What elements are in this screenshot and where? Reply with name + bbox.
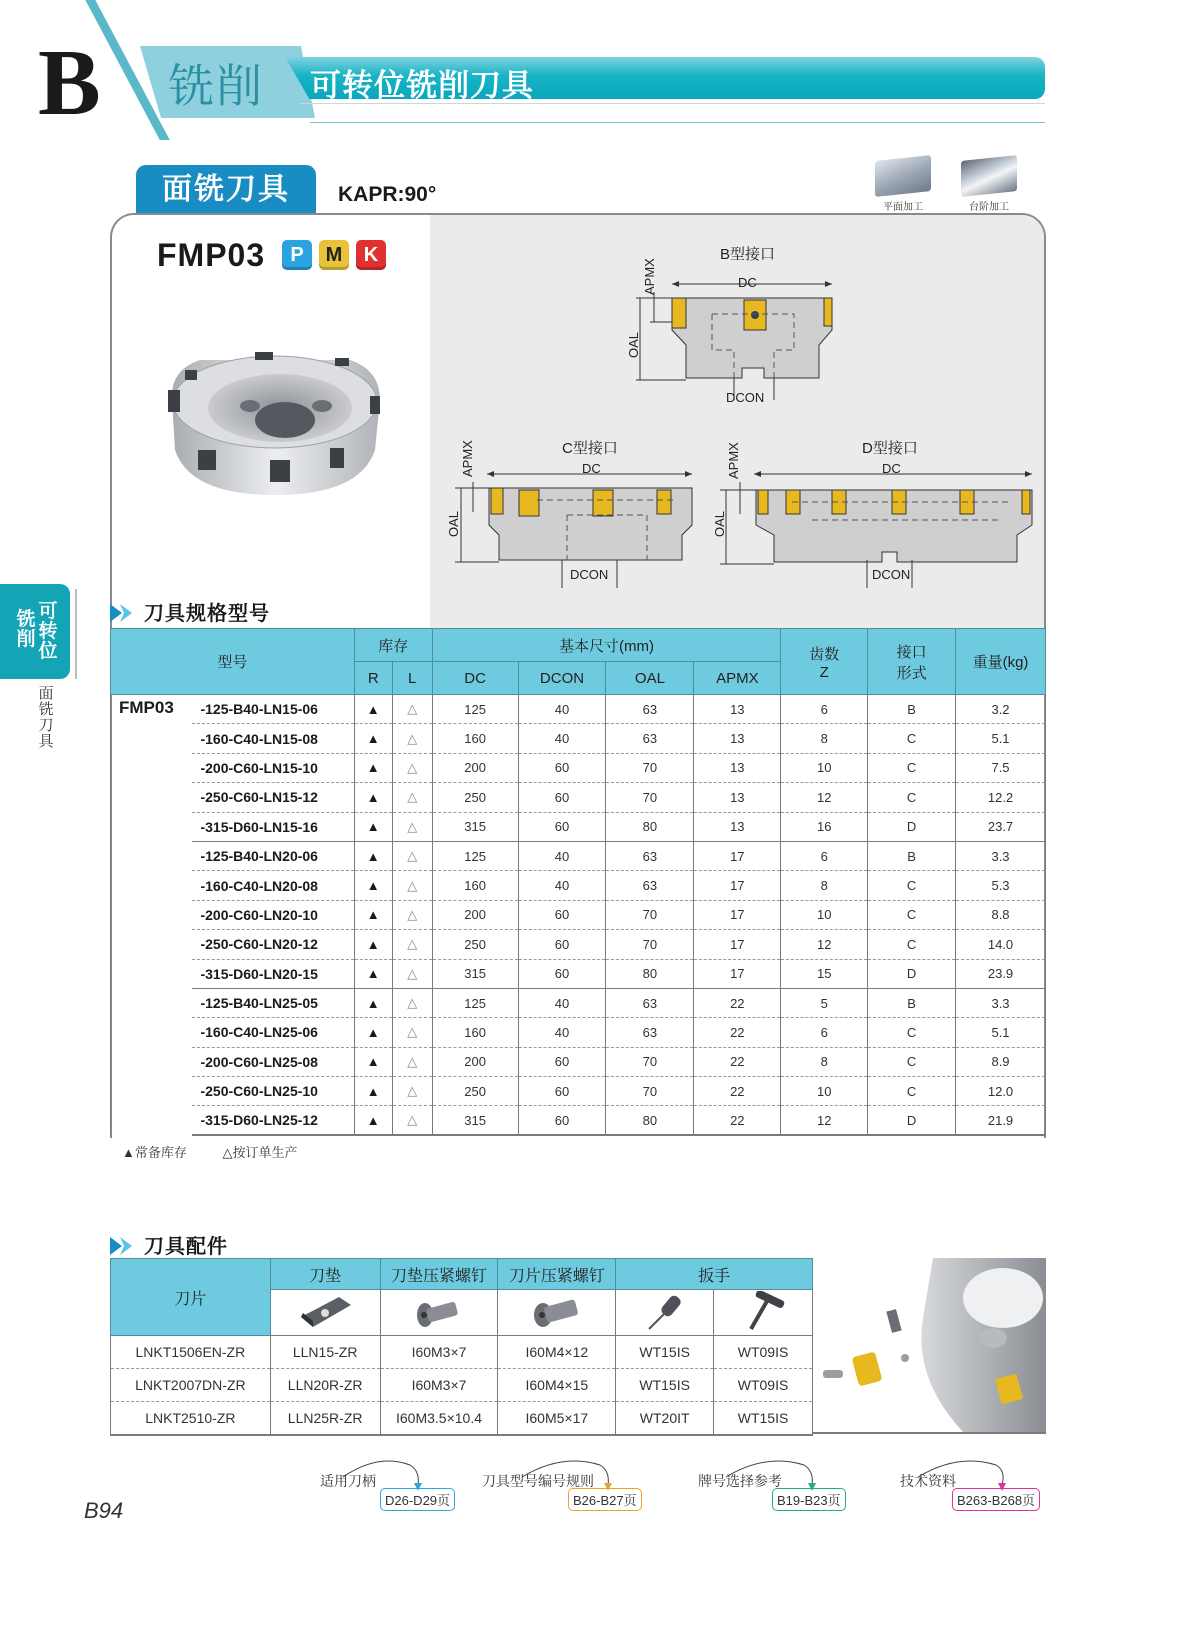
cell-weight: 7.5 [956, 753, 1046, 782]
interface-label-2: 形式 [896, 664, 927, 682]
cell-dcon: 60 [518, 1047, 606, 1076]
cell-teeth: 8 [781, 871, 868, 900]
cell-weight: 12.2 [956, 783, 1046, 812]
table-row [111, 1106, 1046, 1135]
stock-r-indicator: ▲ [354, 1077, 392, 1106]
cell-wrench-1: WT15IS [616, 1336, 714, 1369]
cell-dc: 200 [432, 1047, 518, 1076]
stock-r-indicator: ▲ [354, 871, 392, 900]
legend-order: △按订单生产 [222, 1145, 298, 1160]
cell-shim: LLN15-ZR [270, 1336, 380, 1369]
cell-oal: 80 [606, 959, 694, 988]
screw-icon [527, 1291, 587, 1331]
cell-interface: B [868, 841, 956, 870]
legend-stock: ▲常备库存 [122, 1145, 187, 1160]
cell-teeth: 10 [781, 900, 868, 929]
teeth-label: 齿数 [809, 645, 840, 663]
cell-dc: 250 [432, 783, 518, 812]
cell-shim-screw: I60M3×7 [380, 1336, 498, 1369]
material-badge-k: K [356, 240, 386, 270]
cell-oal: 80 [606, 812, 694, 841]
cell-dc: 160 [432, 1018, 518, 1047]
cell-dcon: 60 [518, 783, 606, 812]
screw-icon [409, 1291, 469, 1331]
cell-apmx: 17 [694, 900, 781, 929]
accessories-assembly-photo [813, 1258, 1046, 1434]
stock-r-indicator: ▲ [354, 900, 392, 929]
stock-r-indicator: ▲ [354, 1106, 392, 1135]
stock-l-indicator: △ [392, 900, 432, 929]
cell-weight: 23.7 [956, 812, 1046, 841]
cell-dcon: 60 [518, 753, 606, 782]
cell-teeth: 10 [781, 753, 868, 782]
model-code: -160-C40-LN25-06 [192, 1018, 354, 1047]
col-header-r: R [354, 662, 392, 695]
cell-interface: C [868, 1018, 956, 1047]
stock-l-indicator: △ [392, 783, 432, 812]
face-mill-photo [160, 330, 390, 500]
flat-block-icon [875, 155, 931, 197]
cell-insert: LNKT2007DN-ZR [111, 1369, 271, 1402]
model-code: -125-B40-LN20-06 [192, 841, 354, 870]
cell-oal: 70 [606, 753, 694, 782]
chapter-subtitle: 可转位铣削刀具 [310, 68, 534, 103]
cell-oal: 63 [606, 841, 694, 870]
shim-screw-image [380, 1290, 498, 1336]
cell-apmx: 17 [694, 959, 781, 988]
cell-apmx: 17 [694, 871, 781, 900]
cell-interface: D [868, 959, 956, 988]
reference-label: 牌号选择参考 [698, 1473, 782, 1489]
cell-interface: C [868, 930, 956, 959]
cell-dc: 125 [432, 988, 518, 1017]
table-row [111, 783, 1046, 812]
cell-teeth: 8 [781, 724, 868, 753]
diagram-d-dc: DC [882, 461, 901, 476]
cell-apmx: 17 [694, 930, 781, 959]
model-code: -125-B40-LN25-05 [192, 988, 354, 1017]
cell-dcon: 40 [518, 1018, 606, 1047]
cell-interface: B [868, 988, 956, 1017]
stock-r-indicator: ▲ [354, 753, 392, 782]
col-header-wrench: 扳手 [616, 1259, 813, 1290]
cell-teeth: 12 [781, 1106, 868, 1135]
stock-r-indicator: ▲ [354, 930, 392, 959]
col-header-apmx: APMX [694, 662, 781, 695]
stock-r-indicator: ▲ [354, 1018, 392, 1047]
model-code: -160-C40-LN20-08 [192, 871, 354, 900]
cell-weight: 8.8 [956, 900, 1046, 929]
cell-apmx: 13 [694, 753, 781, 782]
stock-l-indicator: △ [392, 871, 432, 900]
cell-dcon: 60 [518, 812, 606, 841]
stock-l-indicator: △ [392, 988, 432, 1017]
side-tab-divider [75, 589, 77, 679]
cell-oal: 63 [606, 695, 694, 724]
diagram-d-oal: OAL [712, 510, 727, 537]
cell-interface: C [868, 871, 956, 900]
t-wrench-icon [733, 1291, 793, 1331]
col-header-teeth [781, 629, 868, 695]
cell-weight: 14.0 [956, 930, 1046, 959]
cell-weight: 8.9 [956, 1047, 1046, 1076]
cell-interface: C [868, 783, 956, 812]
model-code: -315-D60-LN15-16 [192, 812, 354, 841]
screwdriver-icon [635, 1291, 695, 1331]
diagram-d-title: D型接口 [862, 440, 918, 457]
machining-type-step [954, 158, 1024, 213]
table-row [111, 695, 1046, 724]
cell-interface: C [868, 900, 956, 929]
col-header-insert-screw: 刀片压紧螺钉 [498, 1259, 616, 1290]
cell-dc: 160 [432, 724, 518, 753]
cell-insert-screw: I60M5×17 [498, 1402, 616, 1435]
cell-weight: 5.1 [956, 724, 1046, 753]
col-header-weight: 重量(kg) [956, 629, 1046, 695]
stock-legend [122, 1142, 330, 1161]
table-row [111, 988, 1046, 1017]
cell-dcon: 60 [518, 959, 606, 988]
cell-teeth: 6 [781, 695, 868, 724]
side-subsection-label: 面 铣 刀 具 [38, 685, 54, 750]
accessories-section-heading [110, 1230, 228, 1259]
cell-weight: 12.0 [956, 1077, 1046, 1106]
cell-weight: 3.3 [956, 988, 1046, 1017]
spec-section-title: 刀具规格型号 [144, 603, 270, 625]
wrench-t-handle-image [714, 1290, 813, 1336]
page-number: B94 [84, 1498, 124, 1523]
stock-l-indicator: △ [392, 724, 432, 753]
cell-oal: 70 [606, 1047, 694, 1076]
cell-dc: 200 [432, 753, 518, 782]
cell-apmx: 13 [694, 783, 781, 812]
table-row [111, 1369, 813, 1402]
product-name: FMP03 [157, 237, 266, 273]
model-code: -250-C60-LN25-10 [192, 1077, 354, 1106]
col-header-insert: 刀片 [111, 1259, 271, 1336]
cell-apmx: 22 [694, 1106, 781, 1135]
model-code: -200-C60-LN20-10 [192, 900, 354, 929]
table-row [111, 753, 1046, 782]
series-name: FMP03 [111, 695, 193, 1136]
cell-dcon: 40 [518, 695, 606, 724]
machining-type-label: 台阶加工 [969, 202, 1009, 213]
cell-oal: 63 [606, 988, 694, 1017]
cell-weight: 5.1 [956, 1018, 1046, 1047]
reference-pages[interactable]: B19-B23页 [772, 1488, 846, 1511]
double-chevron-icon [110, 1237, 138, 1255]
stock-l-indicator: △ [392, 753, 432, 782]
table-row [111, 1077, 1046, 1106]
stock-l-indicator: △ [392, 812, 432, 841]
table-row [111, 724, 1046, 753]
diagram-b-apmx: APMX [642, 258, 657, 295]
diagram-c-dc: DC [582, 461, 601, 476]
spec-section-heading [110, 597, 270, 626]
model-code: -125-B40-LN15-06 [192, 695, 354, 724]
cell-interface: C [868, 1047, 956, 1076]
diagram-b-dcon: DCON [726, 390, 765, 405]
header-divider [300, 103, 1045, 104]
table-row [111, 900, 1046, 929]
spec-table [110, 628, 1046, 1136]
cell-oal: 70 [606, 900, 694, 929]
side-chapter-tab[interactable] [0, 584, 70, 679]
cell-dc: 315 [432, 1106, 518, 1135]
stock-r-indicator: ▲ [354, 1047, 392, 1076]
cell-weight: 3.3 [956, 841, 1046, 870]
diagram-d-dcon: DCON [872, 567, 911, 582]
accessories-table [110, 1258, 813, 1436]
cell-insert: LNKT2510-ZR [111, 1402, 271, 1435]
cell-insert-screw: I60M4×15 [498, 1369, 616, 1402]
cell-dcon: 60 [518, 1106, 606, 1135]
diagram-b-dc: DC [738, 275, 757, 290]
stock-l-indicator: △ [392, 841, 432, 870]
model-code: -250-C60-LN20-12 [192, 930, 354, 959]
col-header-shim-screw: 刀垫压紧螺钉 [380, 1259, 498, 1290]
side-tab-col2: 铣 削 [16, 609, 36, 650]
diagram-c-dcon: DCON [570, 567, 609, 582]
stock-r-indicator: ▲ [354, 988, 392, 1017]
table-row [111, 1402, 813, 1435]
cell-wrench-2: WT15IS [714, 1402, 813, 1435]
cell-interface: C [868, 1077, 956, 1106]
cell-apmx: 17 [694, 841, 781, 870]
model-code: -200-C60-LN15-10 [192, 753, 354, 782]
cell-oal: 63 [606, 1018, 694, 1047]
header-divider [310, 122, 1045, 123]
cell-apmx: 13 [694, 724, 781, 753]
stock-l-indicator: △ [392, 930, 432, 959]
col-header-shim: 刀垫 [270, 1259, 380, 1290]
cell-dcon: 40 [518, 988, 606, 1017]
side-tab-col1: 可 转 位 [38, 601, 58, 662]
stock-l-indicator: △ [392, 1047, 432, 1076]
stock-r-indicator: ▲ [354, 695, 392, 724]
diagram-b-title: B型接口 [720, 246, 776, 263]
chapter-category: 铣削 [168, 60, 264, 112]
diagram-b-oal: OAL [626, 331, 641, 358]
reference-pages[interactable]: D26-D29页 [380, 1488, 455, 1511]
cell-apmx: 22 [694, 1018, 781, 1047]
cell-teeth: 8 [781, 1047, 868, 1076]
table-row [111, 812, 1046, 841]
cell-teeth: 6 [781, 1018, 868, 1047]
cell-oal: 63 [606, 724, 694, 753]
cell-dc: 315 [432, 812, 518, 841]
material-badge-p: P [282, 240, 312, 270]
stock-r-indicator: ▲ [354, 812, 392, 841]
model-code: -315-D60-LN20-15 [192, 959, 354, 988]
cell-shim-screw: I60M3.5×10.4 [380, 1402, 498, 1435]
cell-teeth: 12 [781, 783, 868, 812]
cell-apmx: 22 [694, 988, 781, 1017]
diagram-c-apmx: APMX [460, 440, 475, 477]
cell-wrench-2: WT09IS [714, 1369, 813, 1402]
cell-dc: 315 [432, 959, 518, 988]
cell-dcon: 60 [518, 930, 606, 959]
table-row [111, 1047, 1046, 1076]
cell-oal: 63 [606, 871, 694, 900]
section-tab: 面铣刀具 [136, 165, 316, 215]
cell-teeth: 6 [781, 841, 868, 870]
cell-teeth: 12 [781, 930, 868, 959]
material-badge-m: M [319, 240, 349, 270]
reference-label: 刀具型号编号规则 [482, 1473, 594, 1489]
cell-dcon: 60 [518, 900, 606, 929]
shim-icon [295, 1291, 355, 1331]
reference-label: 技术资料 [900, 1473, 956, 1489]
stock-r-indicator: ▲ [354, 959, 392, 988]
cell-insert: LNKT1506EN-ZR [111, 1336, 271, 1369]
cell-apmx: 13 [694, 695, 781, 724]
col-header-dcon: DCON [518, 662, 606, 695]
diagram-c-oal: OAL [446, 510, 461, 537]
cell-weight: 3.2 [956, 695, 1046, 724]
cell-insert-screw: I60M4×12 [498, 1336, 616, 1369]
machining-type-flat [868, 158, 938, 213]
cell-dc: 250 [432, 930, 518, 959]
stock-r-indicator: ▲ [354, 783, 392, 812]
cell-teeth: 15 [781, 959, 868, 988]
diagram-c-title: C型接口 [562, 440, 618, 457]
cell-dc: 250 [432, 1077, 518, 1106]
cell-dcon: 40 [518, 841, 606, 870]
cell-shim: LLN25R-ZR [270, 1402, 380, 1435]
cell-dcon: 60 [518, 1077, 606, 1106]
cell-weight: 21.9 [956, 1106, 1046, 1135]
cell-interface: B [868, 695, 956, 724]
cell-shim: LLN20R-ZR [270, 1369, 380, 1402]
cell-oal: 70 [606, 1077, 694, 1106]
reference-pages[interactable]: B263-B268页 [952, 1488, 1040, 1511]
stock-r-indicator: ▲ [354, 724, 392, 753]
assembly-illustration [813, 1258, 1046, 1432]
cell-teeth: 5 [781, 988, 868, 1017]
cell-interface: D [868, 1106, 956, 1135]
table-row [111, 930, 1046, 959]
model-code: -200-C60-LN25-08 [192, 1047, 354, 1076]
wrench-screwdriver-image [616, 1290, 714, 1336]
cell-dcon: 40 [518, 871, 606, 900]
kapr-angle: KAPR:90° [338, 183, 437, 206]
model-code: -250-C60-LN15-12 [192, 783, 354, 812]
machining-type-label: 平面加工 [883, 202, 923, 213]
cell-interface: C [868, 724, 956, 753]
col-header-model: 型号 [111, 629, 355, 695]
cell-dc: 125 [432, 695, 518, 724]
insert-screw-image [498, 1290, 616, 1336]
cell-oal: 70 [606, 783, 694, 812]
chapter-letter: B [38, 31, 99, 135]
stock-l-indicator: △ [392, 959, 432, 988]
col-header-oal: OAL [606, 662, 694, 695]
stock-l-indicator: △ [392, 695, 432, 724]
col-header-dc: DC [432, 662, 518, 695]
cell-dcon: 40 [518, 724, 606, 753]
cell-oal: 80 [606, 1106, 694, 1135]
col-header-interface [868, 629, 956, 695]
interface-label: 接口 [896, 643, 927, 661]
table-row [111, 871, 1046, 900]
model-code: -315-D60-LN25-12 [192, 1106, 354, 1135]
cell-dc: 200 [432, 900, 518, 929]
cell-wrench-1: WT15IS [616, 1369, 714, 1402]
cell-dc: 125 [432, 841, 518, 870]
stock-l-indicator: △ [392, 1077, 432, 1106]
table-row [111, 1336, 813, 1369]
stock-l-indicator: △ [392, 1018, 432, 1047]
model-code: -160-C40-LN15-08 [192, 724, 354, 753]
cell-oal: 70 [606, 930, 694, 959]
stock-l-indicator: △ [392, 1106, 432, 1135]
table-row [111, 841, 1046, 870]
col-header-l: L [392, 662, 432, 695]
cell-teeth: 10 [781, 1077, 868, 1106]
table-row [111, 1018, 1046, 1047]
cell-apmx: 22 [694, 1077, 781, 1106]
cell-dc: 160 [432, 871, 518, 900]
reference-label: 适用刀柄 [320, 1473, 376, 1489]
diagram-b-interface [624, 270, 854, 405]
cell-weight: 23.9 [956, 959, 1046, 988]
cell-wrench-2: WT09IS [714, 1336, 813, 1369]
table-row [111, 959, 1046, 988]
cell-interface: C [868, 753, 956, 782]
shim-image [270, 1290, 380, 1336]
accessories-section-title: 刀具配件 [144, 1236, 228, 1258]
cell-apmx: 22 [694, 1047, 781, 1076]
diagram-d-apmx: APMX [726, 442, 741, 479]
cell-interface: D [868, 812, 956, 841]
cell-teeth: 16 [781, 812, 868, 841]
stock-r-indicator: ▲ [354, 841, 392, 870]
cell-wrench-1: WT20IT [616, 1402, 714, 1435]
reference-pages[interactable]: B26-B27页 [568, 1488, 642, 1511]
teeth-symbol: Z [819, 663, 829, 681]
cell-weight: 5.3 [956, 871, 1046, 900]
step-block-icon [961, 155, 1017, 197]
col-header-dims: 基本尺寸(mm) [432, 629, 781, 662]
cell-shim-screw: I60M3×7 [380, 1369, 498, 1402]
col-header-stock: 库存 [354, 629, 432, 662]
double-chevron-icon [110, 604, 138, 622]
cell-apmx: 13 [694, 812, 781, 841]
